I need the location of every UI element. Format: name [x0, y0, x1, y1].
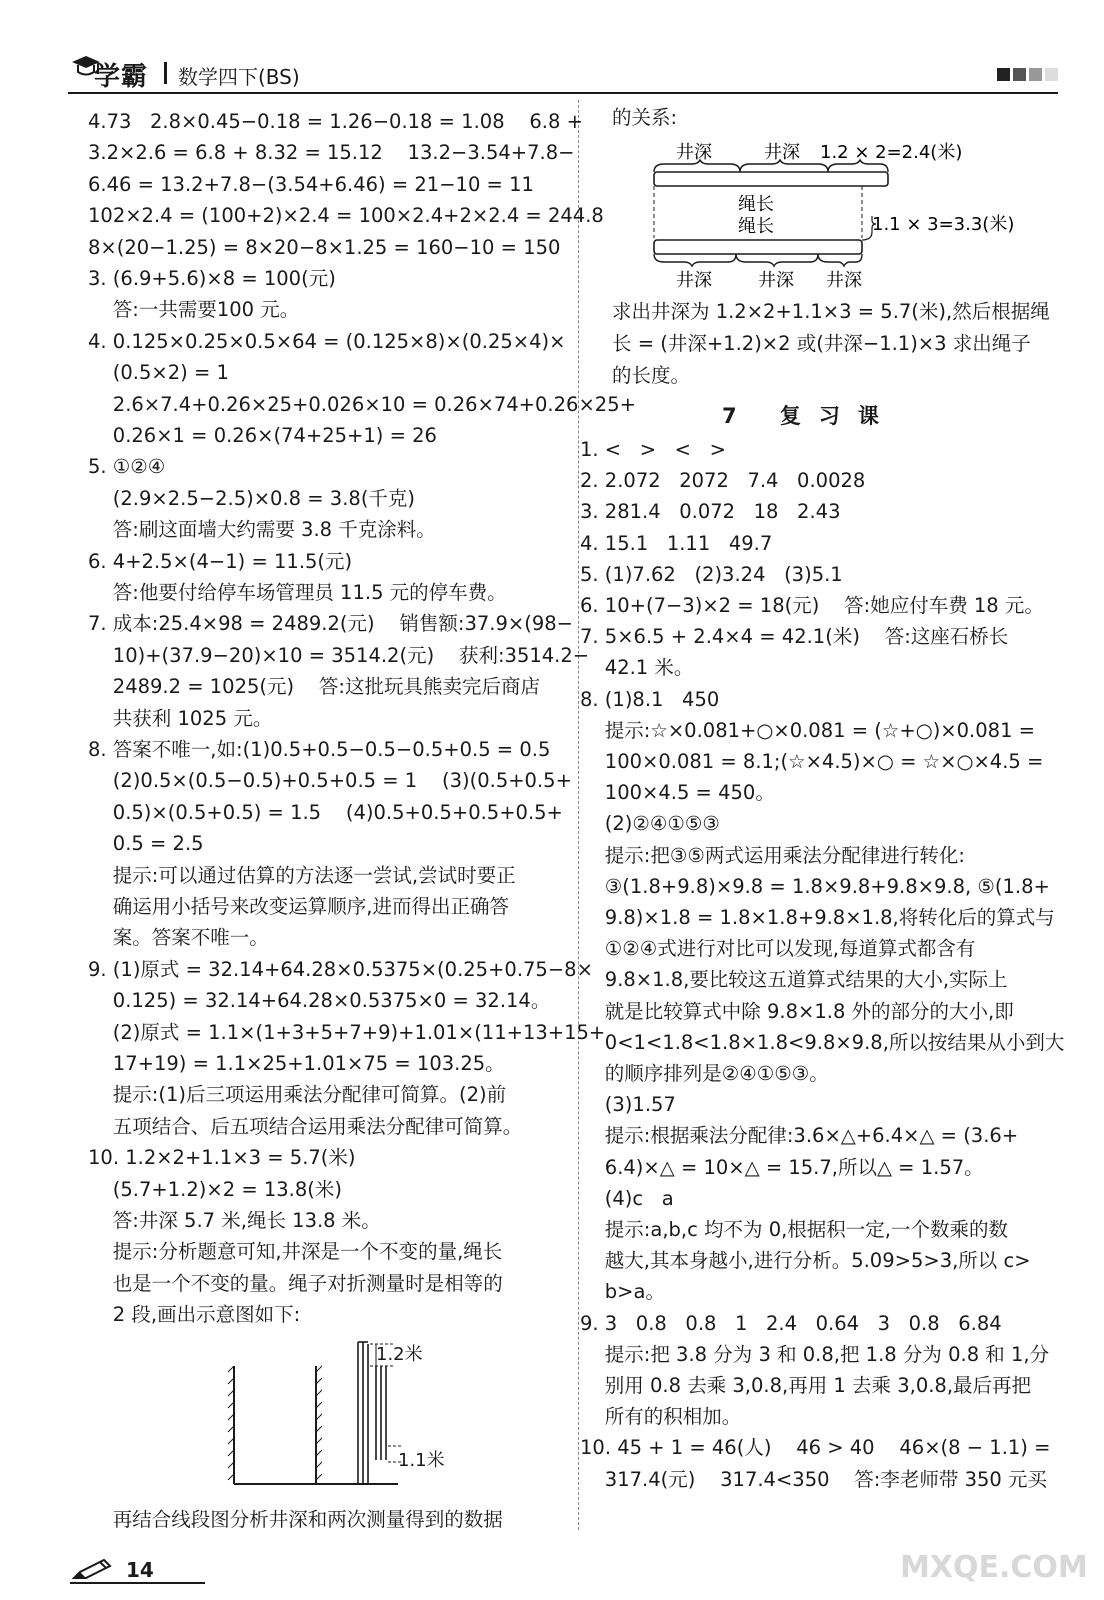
text-line: 提示:可以通过估算的方法逐一尝试,尝试时要正	[88, 863, 516, 887]
text-line: (3)1.57	[580, 1093, 676, 1117]
text-line: (2)原式 = 1.1×(1+3+5+7+9)+1.01×(11+13+15+	[88, 1020, 606, 1044]
segment-label: 绳长	[738, 194, 774, 215]
text-line: 确运用小括号来改变运算顺序,进而得出正确答	[88, 895, 509, 918]
text-line: 所有的积相加。	[580, 1405, 742, 1429]
text-line: 也是一个不变的量。绳子对折测量时是相等的	[88, 1271, 503, 1295]
text-line: 共获利 1025 元。	[88, 706, 273, 730]
header-rule	[68, 92, 1058, 94]
header-square	[1013, 68, 1026, 81]
text-line: 就是比较算式中除 9.8×1.8 外的部分的大小,即	[580, 999, 1014, 1023]
text-line: 9. 3 0.8 0.8 1 2.4 0.64 3 0.8 6.84	[580, 1311, 1002, 1335]
text-line: 6.46 = 13.2+7.8−(3.54+6.46) = 21−10 = 11	[88, 172, 534, 196]
text-line: 10)+(37.9−20)×10 = 3514.2(元) 获利:3514.2−	[88, 643, 590, 667]
text-line: 9.8)×1.8 = 1.8×1.8+9.8×1.8,将转化后的算式与	[580, 906, 1055, 929]
text-line: 7. 5×6.5 + 2.4×4 = 42.1(米) 答:这座石桥长	[580, 625, 1009, 649]
text-line: 4.73 2.8×0.45−0.18 = 1.26−0.18 = 1.08 6.8 +	[88, 110, 583, 133]
segment-diagram	[640, 132, 1040, 292]
header-square	[1045, 68, 1058, 81]
text-line: 4. 0.125×0.25×0.5×64 = (0.125×8)×(0.25×4)×	[88, 329, 566, 353]
text-line: (2)0.5×(0.5−0.5)+0.5+0.5 = 1 (3)(0.5+0.5+	[88, 769, 572, 793]
text-line: 案。答案不唯一。	[88, 926, 269, 950]
text-line: 答:他要付给停车场管理员 11.5 元的停车费。	[88, 581, 507, 604]
text-line: 提示:把③⑤两式运用乘法分配律进行转化:	[580, 843, 965, 867]
text-line: 别用 0.8 去乘 3,0.8,再用 1 去乘 3,0.8,最后再把	[580, 1374, 1032, 1397]
page-number: 14	[126, 1558, 154, 1582]
text-line: 长 = (井深+1.2)×2 或(井深−1.1)×3 求出绳子	[612, 332, 1031, 355]
text-line: 1. < > < >	[580, 438, 726, 461]
well-diagram	[226, 1338, 456, 1490]
text-line: 0.125) = 32.14+64.28×0.5375×0 = 32.14。	[88, 989, 551, 1013]
text-line: 2489.2 = 1025(元) 答:这批玩具熊卖完后商店	[88, 675, 540, 699]
text-line: 求出井深为 1.2×2+1.1×3 = 5.7(米),然后根据绳	[612, 300, 1050, 323]
text-line: (2.9×2.5−2.5)×0.8 = 3.8(千克)	[88, 486, 416, 510]
text-line: 的关系:	[612, 106, 678, 129]
text-line: 9. (1)原式 = 32.14+64.28×0.5375×(0.25+0.75−8×	[88, 957, 593, 981]
column-divider	[578, 100, 579, 1530]
text-line: 提示:把 3.8 分为 3 和 0.8,把 1.8 分为 0.8 和 1,分	[580, 1342, 1050, 1366]
well-label-top: 1.2米	[376, 1344, 423, 1365]
segment-label: 1.1 × 3=3.3(米)	[872, 214, 1015, 235]
watermark: MXQE.COM	[900, 1550, 1088, 1585]
text-line: 答:一共需要100 元。	[88, 298, 300, 322]
text-line: b>a。	[580, 1280, 665, 1304]
text-line: 的长度。	[612, 364, 691, 387]
text-line: 6. 4+2.5×(4−1) = 11.5(元)	[88, 549, 353, 573]
text-line: 3.2×2.6 = 6.8 + 8.32 = 15.12 13.2−3.54+7.8−	[88, 141, 575, 165]
text-line: 2. 2.072 2072 7.4 0.0028	[580, 469, 866, 493]
header-square	[997, 68, 1010, 81]
text-line: 0.5)×(0.5+0.5) = 1.5 (4)0.5+0.5+0.5+0.5+	[88, 800, 563, 824]
text-line: 6. 10+(7−3)×2 = 18(元) 答:她应付车费 18 元。	[580, 594, 1044, 617]
text-line: 提示:根据乘法分配律:3.6×△+6.4×△ = (3.6+	[580, 1124, 1019, 1148]
text-line: 7. 成本:25.4×98 = 2489.2(元) 销售额:37.9×(98−	[88, 612, 574, 636]
text-line: 6.4)×△ = 10×△ = 15.7,所以△ = 1.57。	[580, 1155, 984, 1179]
text-line: ③(1.8+9.8)×9.8 = 1.8×9.8+9.8×9.8, ⑤(1.8+	[580, 874, 1050, 898]
text-line: 10. 1.2×2+1.1×3 = 5.7(米)	[88, 1146, 356, 1170]
text-line: 8×(20−1.25) = 8×20−8×1.25 = 160−10 = 150	[88, 235, 561, 259]
text-line: 42.1 米。	[580, 656, 694, 680]
text-line: 8. 答案不唯一,如:(1)0.5+0.5−0.5−0.5+0.5 = 0.5	[88, 738, 551, 761]
text-line: 提示:(1)后三项运用乘法分配律可简算。(2)前	[88, 1083, 507, 1107]
text-line: 102×2.4 = (100+2)×2.4 = 100×2.4+2×2.4 = 244.8	[88, 204, 604, 228]
header-squares	[997, 68, 1058, 81]
text-line: (2)②④①⑤③	[580, 812, 720, 836]
text-line: 提示:☆×0.081+○×0.081 = (☆+○)×0.081 =	[580, 718, 1036, 742]
text-line: (5.7+1.2)×2 = 13.8(米)	[88, 1177, 342, 1201]
brand-logo: 学霸	[94, 62, 149, 92]
text-line: 0.5 = 2.5	[88, 832, 204, 856]
text-line: 五项结合、后五项结合运用乘法分配律可简算。	[88, 1114, 523, 1138]
text-line: 提示:分析题意可知,井深是一个不变的量,绳长	[88, 1240, 503, 1264]
text-line: 0<1<1.8<1.8×1.8<9.8×9.8,所以按结果从小到大	[580, 1030, 1065, 1054]
segment-label: 井深	[758, 270, 794, 291]
text-line: 3. (6.9+5.6)×8 = 100(元)	[88, 267, 336, 290]
text-line: 317.4(元) 317.4<350 答:李老师带 350 元买	[580, 1467, 1047, 1491]
text-line: 4. 15.1 1.11 49.7	[580, 531, 773, 555]
text-line: 再结合线段图分析井深和两次测量得到的数据	[88, 1508, 503, 1531]
segment-label: 1.2 × 2=2.4(米)	[820, 142, 963, 163]
text-line: 5. ①②④	[88, 455, 166, 479]
text-line: 答:井深 5.7 米,绳长 13.8 米。	[88, 1209, 381, 1232]
text-line: 10. 45 + 1 = 46(人) 46 > 40 46×(8 − 1.1) =	[580, 1436, 1051, 1460]
pencil-icon	[70, 1558, 114, 1582]
text-line: 100×4.5 = 450。	[580, 781, 775, 805]
text-line: 8. (1)8.1 450	[580, 687, 720, 711]
text-line: 2.6×7.4+0.26×25+0.026×10 = 0.26×74+0.26×25+	[88, 392, 636, 416]
text-line: ①②④式进行对比可以发现,每道算式都含有	[580, 937, 976, 961]
header-separator	[164, 62, 167, 84]
text-line: 答:刷这面墙大约需要 3.8 千克涂料。	[88, 518, 436, 542]
book-title: 数学四下(BS)	[178, 65, 300, 89]
footer-rule	[70, 1582, 205, 1584]
page-header	[68, 52, 1058, 92]
text-line: 提示:a,b,c 均不为 0,根据积一定,一个数乘的数	[580, 1218, 1009, 1241]
segment-label: 井深	[826, 270, 862, 291]
text-line: 3. 281.4 0.072 18 2.43	[580, 500, 841, 524]
text-line: 5. (1)7.62 (2)3.24 (3)5.1	[580, 562, 843, 586]
text-line: 越大,其本身越小,进行分析。5.09>5>3,所以 c>	[580, 1249, 1031, 1273]
text-line: 100×0.081 = 8.1;(☆×4.5)×○ = ☆×○×4.5 =	[580, 750, 1044, 773]
segment-label: 井深	[764, 142, 800, 163]
text-line: 2 段,画出示意图如下:	[88, 1303, 301, 1327]
text-line: 0.26×1 = 0.26×(74+25+1) = 26	[88, 424, 437, 447]
text-line: 9.8×1.8,要比较这五道算式结果的大小,实际上	[580, 968, 1008, 992]
section-title: 7 复习课	[722, 404, 897, 428]
header-square	[1029, 68, 1042, 81]
text-line: (4)c a	[580, 1186, 674, 1210]
text-line: 17+19) = 1.1×25+1.01×75 = 103.25。	[88, 1052, 505, 1075]
text-line: 的顺序排列是②④①⑤③。	[580, 1062, 829, 1085]
text-line: (0.5×2) = 1	[88, 361, 229, 385]
segment-label: 井深	[676, 270, 712, 291]
segment-label: 井深	[676, 142, 712, 163]
segment-label: 绳长	[738, 216, 774, 237]
well-label-bottom: 1.1米	[398, 1450, 445, 1471]
